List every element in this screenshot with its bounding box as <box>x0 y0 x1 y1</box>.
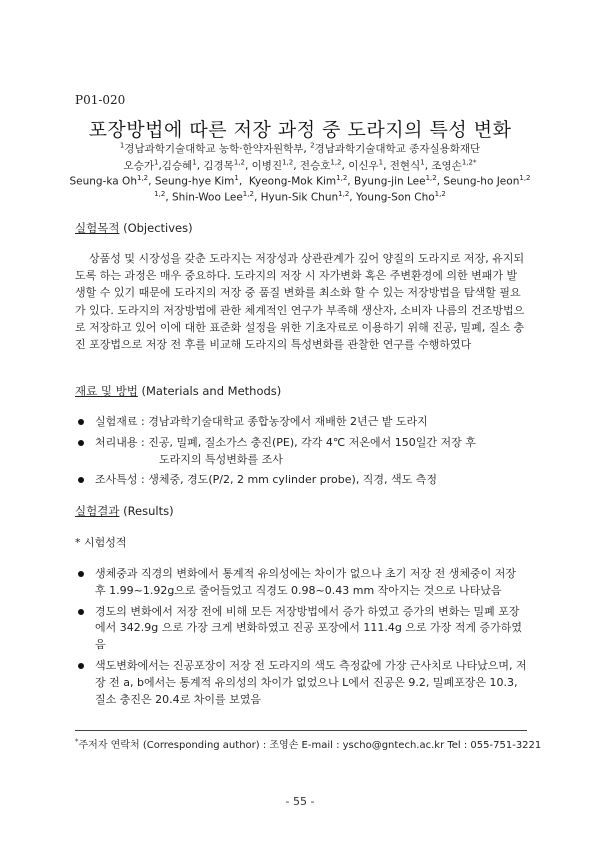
list-item <box>75 604 527 654</box>
author-sup-lead: 1,2 <box>154 190 166 198</box>
author-name: 이신우 <box>348 160 379 172</box>
affiliation-2: 경남과학기술대학교 종자실용화재단 <box>314 143 481 155</box>
list-item <box>75 658 527 708</box>
author-name: Young-Son Cho <box>355 191 435 204</box>
author-sup: 1,2 <box>233 158 245 167</box>
methods-list <box>75 414 527 493</box>
method-text-cont: 도라지의 특성변화를 조사 <box>159 452 283 466</box>
bullet-icon <box>78 663 84 669</box>
author-name: 전현식 <box>389 160 421 172</box>
affiliation-1: 경남과학기술대학교 농학·한약자원학부, <box>124 143 311 155</box>
methods-heading <box>75 383 281 399</box>
results-list <box>75 566 527 712</box>
list-item <box>75 472 527 489</box>
list-item <box>75 435 527 469</box>
authors-english-line2: $^{1,2}$, Shin-Woo Lee$^{1,2}$, Hyun-Sik Chun$^{1,2}$, Young-Son Cho$^{1,2}$ <box>154 190 446 204</box>
paper-title: 포장방법에 따른 저장 과정 중 도라지의 특성 변화 <box>88 119 512 141</box>
method-text: 조사특성 : 생체중, 경도(P/2, 2 mm cylinder probe), 직경, 색도 측정 <box>95 473 438 487</box>
author-sup: 1,2 <box>434 190 446 198</box>
list-item <box>75 414 527 431</box>
methods-heading-ko: 재료 및 방법 <box>75 384 138 398</box>
footnote-mark: * <box>75 737 79 746</box>
result-text: 생체중과 직경의 변화에서 통계적 유의성에는 차이가 없으나 초기 저장 전 생체중이 저장 후 1.99~1.92g으로 줄어들었고 직경도 0.98~0.43 mm 작아지는 것으로 나타났음 <box>95 567 516 597</box>
author-sup: 1,2 <box>282 158 294 167</box>
author-sup: 1,2 <box>338 190 350 198</box>
author-sup: 1,2* <box>461 158 477 167</box>
objectives-paragraph: 상품성 및 시장성을 갖춘 도라지는 저장성과 상관관계가 깊어 양질의 도라지로 저장, 유지되도록 하는 과정은 매우 중요하다. 도라지의 저장 시 자가변화 혹은 주변환경에 의한 변패가 발생할 수 있기 때문에 도라지의 저장 중 품질 변화를 최소화 할 수 있는 저장방법을 탐색할 필요가 있다. 도라지의 저장방법에 관한 체계적인 연구가 부족해 생산자, 소비자 나름의 건조방법으로 저장하고 있어 이에 대한 표준화 설정을 위한 기초자료로 이용하기 위해 진공, 밀폐, 질소 충진 포장법으로 저장 전 후를 비교해 도라지의 특성변화를 관찰한 연구를 수행하였다 <box>75 252 525 352</box>
author-sup: 1,2 <box>136 174 149 182</box>
author-sup: 1 <box>192 158 197 167</box>
footnote-divider <box>75 730 527 731</box>
objectives-heading-en: (Objectives) <box>119 221 193 235</box>
paper-code: P01-020 <box>75 93 126 107</box>
aff-sup-2: 2 <box>310 141 315 150</box>
methods-heading-en: (Materials and Methods) <box>137 384 282 398</box>
objectives-heading-ko: 실험목적 <box>75 221 120 235</box>
result-text: 경도의 변화에서 저장 전에 비해 모든 저장방법에서 증가 하였고 증가의 변화는 밀폐 포장에서 342.9g 으로 가장 크게 변화하였고 진공 포장에서 111.4g 으로 가장 적게 증가하였음 <box>95 604 523 652</box>
author-name: Hyun-Sik Chun <box>260 191 339 204</box>
authors-korean: 오승가$^1$,김승혜$^1$, 김경목$^{1,2}$, 이병진$^{1,2}$, 전승호$^{1,2}$, 이신우$^1$, 전현식$^1$, 조영손$^{1,2*}$ <box>123 158 477 172</box>
author-name: Byung-jin Lee <box>353 175 426 188</box>
objectives-body <box>75 250 527 353</box>
page-number: - 55 - <box>285 795 315 808</box>
authors-english-line1: Seung-ka Oh$^{1,2}$, Seung-hye Kim$^1$, Kyeong-Mok Kim$^{1,2}$, Byung-jin Lee$^{1,2}$, Seung-ho Jeon$^{1,2}$ <box>69 174 531 188</box>
author-name: Kyeong-Mok Kim <box>248 175 337 188</box>
list-item <box>75 566 527 600</box>
author-name: 조영손 <box>431 160 462 172</box>
author-sup: 1 <box>153 158 159 167</box>
bullet-icon <box>78 440 84 446</box>
aff-sup-1: 1 <box>119 141 125 150</box>
author-name: 김경목 <box>203 160 234 172</box>
affiliations <box>0 141 600 156</box>
author-sup: 1,2 <box>242 190 254 198</box>
author-name: 김승혜 <box>161 160 193 172</box>
author-name: Seung-hye Kim <box>154 175 235 188</box>
author-sup: 1,2 <box>425 174 437 182</box>
bullet-icon <box>78 419 84 425</box>
author-name: Seung-ho Jeon <box>443 175 520 188</box>
author-sup: 1,2 <box>330 158 342 167</box>
author-name: Seung-ka Oh <box>69 175 137 188</box>
method-text: 처리내용 : 진공, 밀폐, 질소가스 충진(PE), 각각 4℃ 저온에서 150일간 저장 후 <box>95 435 476 449</box>
author-sup: 1,2 <box>336 174 348 182</box>
results-heading-en: (Results) <box>119 504 174 518</box>
author-sup: 1 <box>378 158 384 167</box>
result-text: 색도변화에서는 진공포장이 저장 전 도라지의 색도 측정값에 가장 근사치로 나타났으며, 저장 전 a, b에서는 통계적 유의성의 차이가 없었으나 L에서 진공은 9.2, 밀폐포장은 10.3, 질소 충진은 20.4로 차이를 보였음 <box>95 658 527 706</box>
bullet-icon <box>78 477 84 483</box>
author-sup: 1 <box>234 174 239 182</box>
author-name: 오승가 <box>123 160 154 172</box>
bullet-icon <box>78 609 84 615</box>
footnote-text: 주저자 연락처 (Corresponding author) : 조영손 E-mail : yscho@gntech.ac.kr Tel : 055-751-3221 <box>78 740 542 751</box>
author-name: Shin-Woo Lee <box>172 191 243 204</box>
footnote <box>75 736 542 751</box>
results-heading-ko: 실험결과 <box>75 504 120 518</box>
bullet-icon <box>78 571 84 577</box>
method-text: 실험재료 : 경남과학기술대학교 종합농장에서 재배한 2년근 밭 도라지 <box>95 415 428 428</box>
objectives-heading <box>75 220 193 236</box>
author-name: 이병진 <box>251 160 283 172</box>
results-subheading: * 시험성적 <box>75 536 127 549</box>
author-name: 전승호 <box>299 160 331 172</box>
author-sup: 1 <box>420 158 425 167</box>
author-sup: 1,2 <box>519 174 531 182</box>
results-heading <box>75 503 174 519</box>
